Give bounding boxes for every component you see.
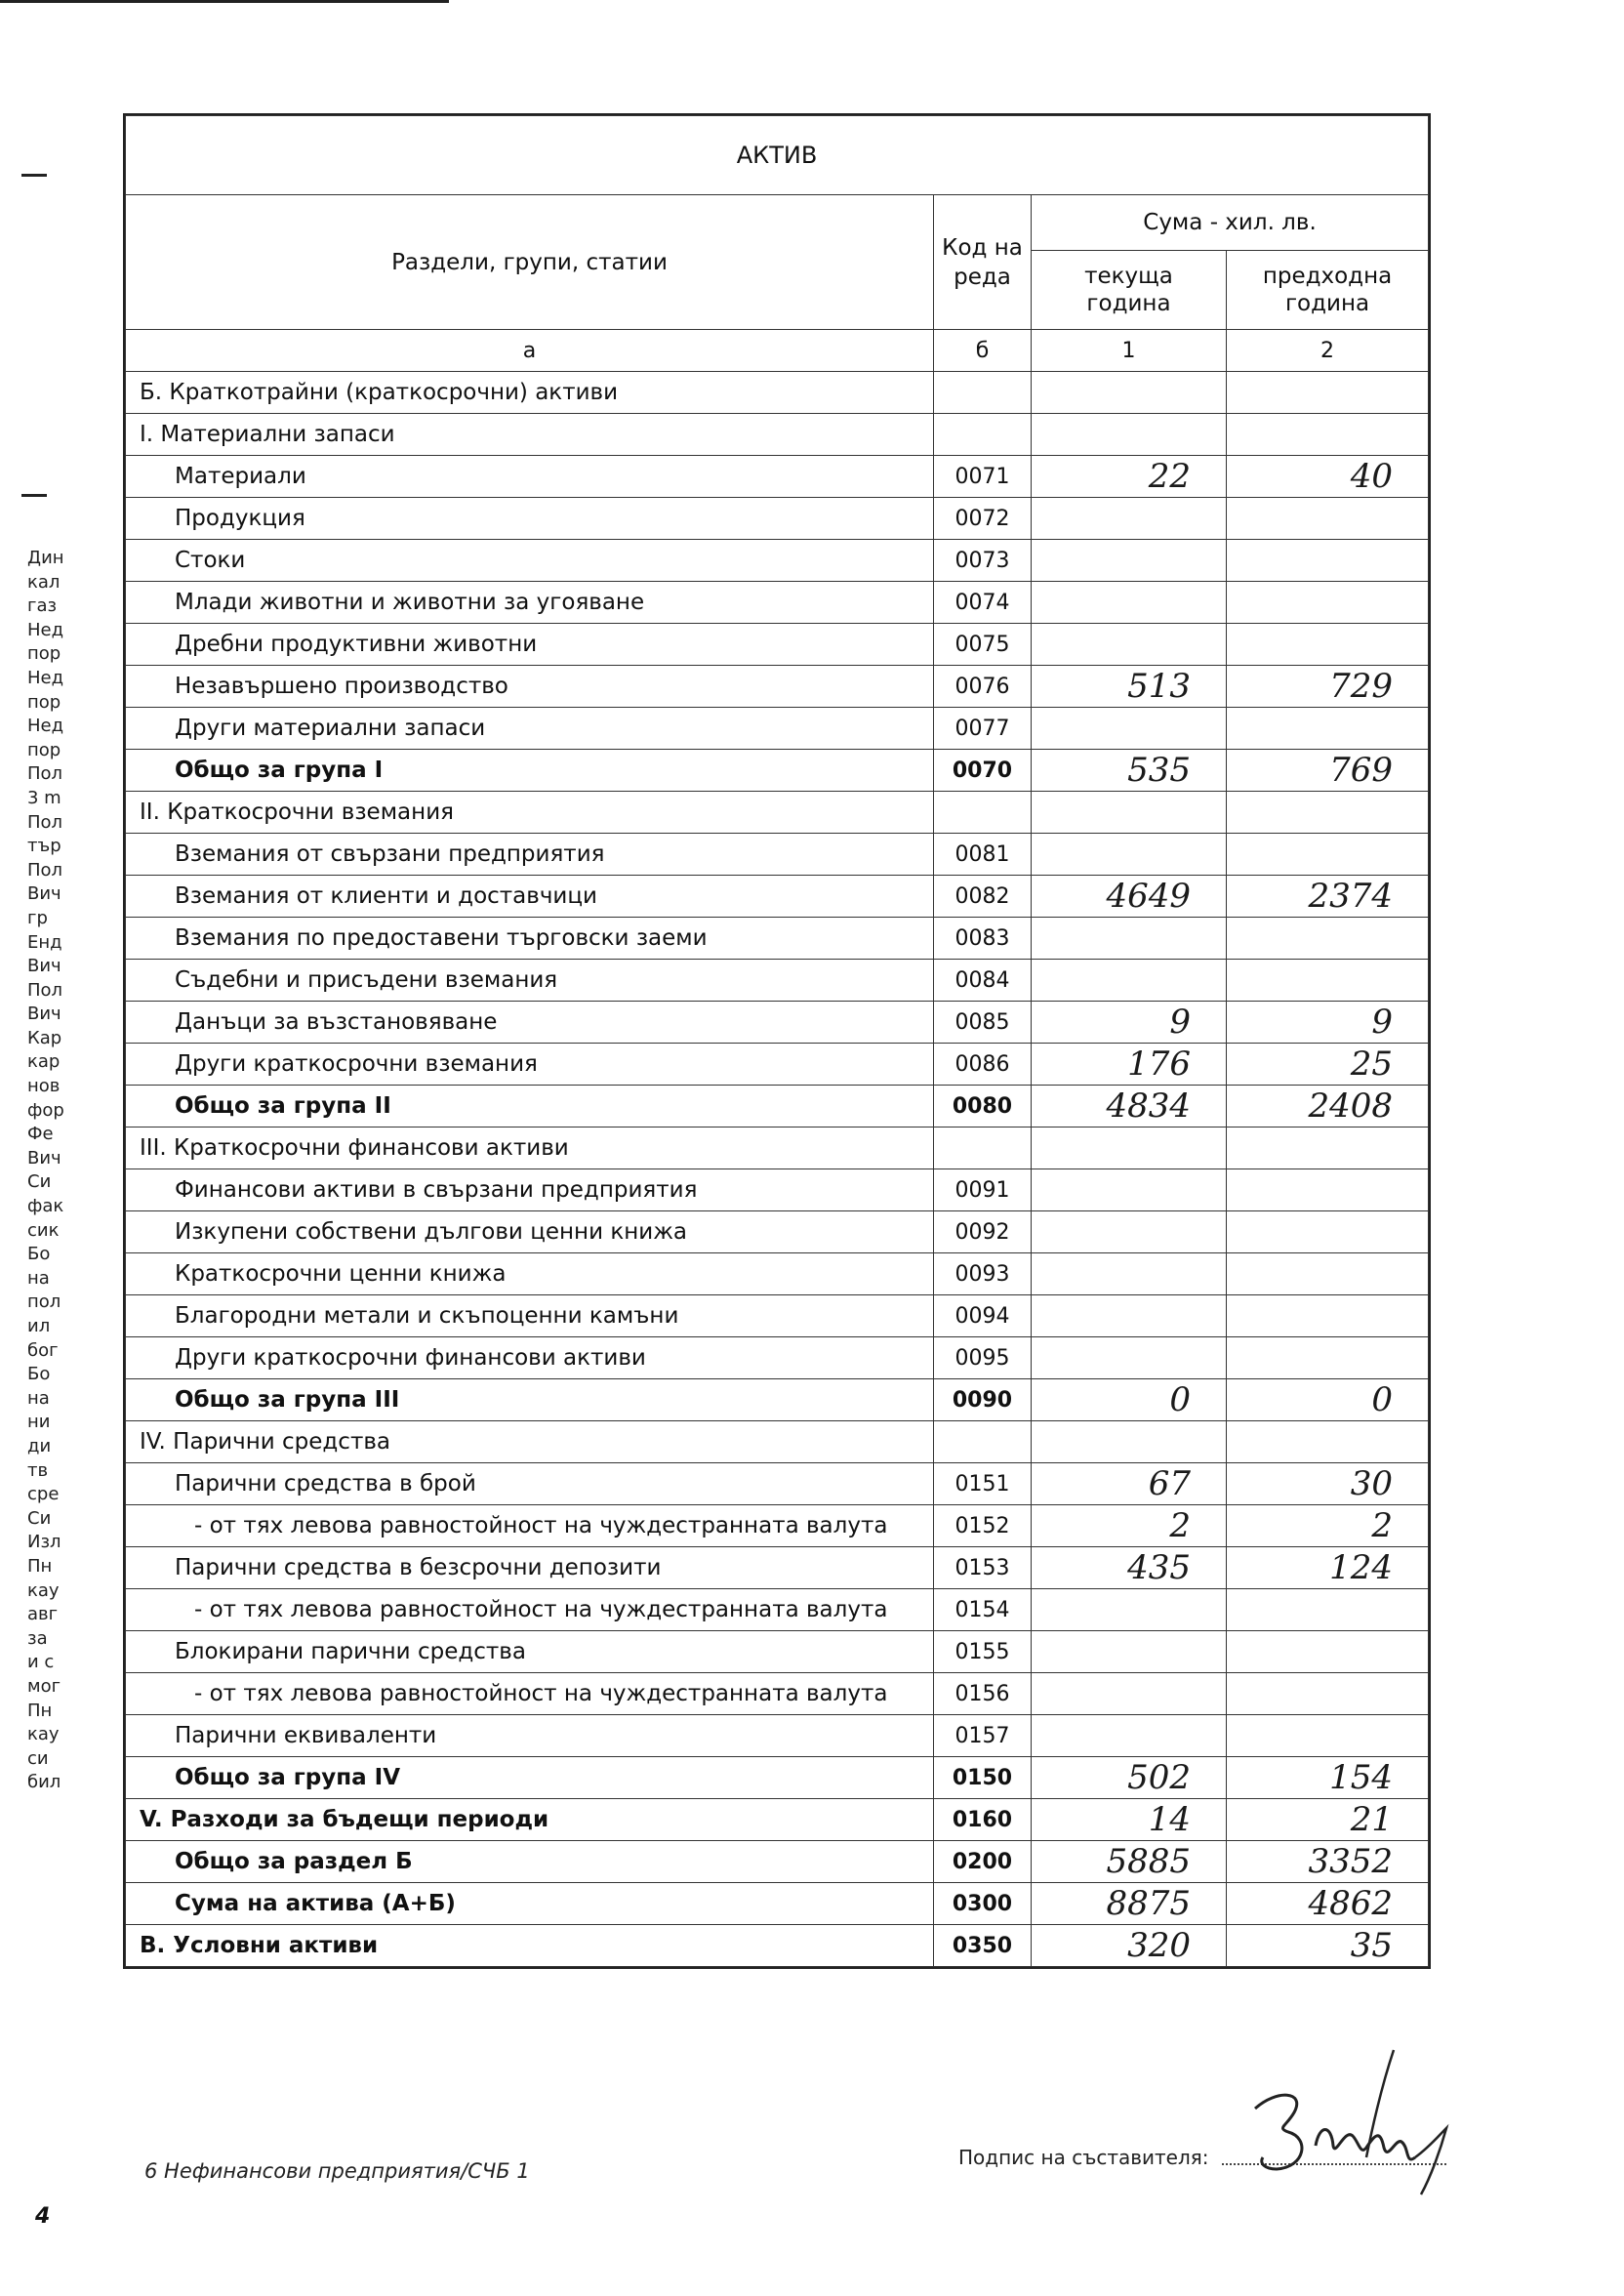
table-row [126, 834, 1429, 876]
margin-fragment: кал [27, 571, 61, 593]
table-row [126, 1757, 1429, 1799]
table-row [126, 582, 1429, 624]
table-row [126, 1379, 1429, 1421]
margin-fragment: Пол [27, 811, 63, 833]
row-label: Краткосрочни ценни книжа [126, 1253, 934, 1295]
form-title: АКТИВ [126, 116, 1429, 195]
margin-fragment: кау [27, 1724, 60, 1745]
table-row [126, 1044, 1429, 1086]
signature-label: Подпис на съставителя: [958, 2146, 1209, 2169]
header-sum: Сума - хил. лв. [1032, 195, 1429, 251]
table-row [126, 1589, 1429, 1631]
row-current-year [1032, 1253, 1227, 1295]
row-current-year: 176 [1032, 1044, 1227, 1086]
margin-fragment: Пол [27, 859, 63, 881]
asset-table [125, 115, 1429, 1967]
row-code: 0350 [934, 1925, 1032, 1967]
table-row [126, 1505, 1429, 1547]
row-previous-year: 2 [1227, 1505, 1429, 1547]
row-code: 0092 [934, 1211, 1032, 1253]
row-previous-year [1227, 1128, 1429, 1169]
row-previous-year [1227, 960, 1429, 1002]
row-label: Изкупени собствени дългови ценни книжа [126, 1211, 934, 1253]
row-code: 0073 [934, 540, 1032, 582]
table-row [126, 1799, 1429, 1841]
row-current-year [1032, 540, 1227, 582]
table-row [126, 1883, 1429, 1925]
row-code: 0091 [934, 1169, 1032, 1211]
row-code: 0153 [934, 1547, 1032, 1589]
row-label: Блокирани парични средства [126, 1631, 934, 1673]
row-label: Вземания от клиенти и доставчици [126, 876, 934, 918]
row-label: Незавършено производство [126, 666, 934, 708]
row-label: IV. Парични средства [126, 1421, 934, 1463]
margin-fragment: Пол [27, 763, 63, 785]
margin-fragment: Енд [27, 931, 62, 953]
row-current-year [1032, 960, 1227, 1002]
margin-fragment: Пн [27, 1555, 53, 1577]
row-previous-year: 3352 [1227, 1841, 1429, 1883]
margin-fragment: Нед [27, 667, 64, 688]
row-code: 0083 [934, 918, 1032, 960]
row-code [934, 1421, 1032, 1463]
letter-1: 1 [1032, 330, 1227, 372]
margin-fragment: пор [27, 643, 61, 665]
row-previous-year: 30 [1227, 1463, 1429, 1505]
row-code: 0077 [934, 708, 1032, 750]
margin-fragment: гр [27, 907, 48, 928]
row-current-year: 502 [1032, 1757, 1227, 1799]
margin-fragment: Си [27, 1171, 52, 1193]
row-code: 0154 [934, 1589, 1032, 1631]
row-previous-year [1227, 834, 1429, 876]
margin-fragment: кау [27, 1579, 60, 1601]
margin-fragment: Пн [27, 1700, 53, 1721]
margin-dash [21, 494, 47, 497]
row-current-year: 4649 [1032, 876, 1227, 918]
row-code: 0300 [934, 1883, 1032, 1925]
table-row [126, 1673, 1429, 1715]
table-row [126, 1547, 1429, 1589]
row-label: В. Условни активи [126, 1925, 934, 1967]
row-previous-year: 40 [1227, 456, 1429, 498]
margin-fragment: Вич [27, 1004, 61, 1025]
row-code: 0074 [934, 582, 1032, 624]
handwritten-signature [1238, 2030, 1462, 2196]
row-code [934, 792, 1032, 834]
row-previous-year: 729 [1227, 666, 1429, 708]
margin-fragment: и с [27, 1652, 55, 1673]
row-code: 0150 [934, 1757, 1032, 1799]
row-label: Парични средства в безсрочни депозити [126, 1547, 934, 1589]
margin-fragment: пор [27, 739, 61, 760]
row-current-year [1032, 918, 1227, 960]
row-label: III. Краткосрочни финансови активи [126, 1128, 934, 1169]
table-row [126, 960, 1429, 1002]
row-previous-year [1227, 540, 1429, 582]
row-label: - от тях левова равностойност на чуждестранната валута [126, 1505, 934, 1547]
table-row [126, 1211, 1429, 1253]
margin-fragment: тв [27, 1459, 49, 1481]
row-current-year: 9 [1032, 1002, 1227, 1044]
row-label: Други краткосрочни финансови активи [126, 1337, 934, 1379]
row-label: V. Разходи за бъдещи периоди [126, 1799, 934, 1841]
table-row [126, 1463, 1429, 1505]
margin-fragment: Нед [27, 716, 64, 737]
margin-fragment: ни [27, 1412, 51, 1433]
row-previous-year: 769 [1227, 750, 1429, 792]
row-previous-year [1227, 1211, 1429, 1253]
letter-a: а [126, 330, 934, 372]
row-current-year [1032, 1631, 1227, 1673]
row-code: 0081 [934, 834, 1032, 876]
table-row [126, 456, 1429, 498]
row-label: II. Краткосрочни вземания [126, 792, 934, 834]
row-current-year: 0 [1032, 1379, 1227, 1421]
row-code: 0071 [934, 456, 1032, 498]
row-current-year: 2 [1032, 1505, 1227, 1547]
row-previous-year: 0 [1227, 1379, 1429, 1421]
row-current-year: 4834 [1032, 1086, 1227, 1128]
row-label: Продукция [126, 498, 934, 540]
table-row [126, 1631, 1429, 1673]
row-current-year [1032, 372, 1227, 414]
page-number: 4 [35, 2204, 51, 2229]
left-margin-fragments [27, 547, 66, 1795]
row-previous-year [1227, 1169, 1429, 1211]
row-label: I. Материални запаси [126, 414, 934, 456]
margin-fragment: Изл [27, 1532, 61, 1553]
row-previous-year [1227, 372, 1429, 414]
row-label: Общо за група II [126, 1086, 934, 1128]
table-row [126, 1295, 1429, 1337]
row-current-year [1032, 1589, 1227, 1631]
margin-fragment: сре [27, 1484, 60, 1505]
table-row [126, 1421, 1429, 1463]
table-row [126, 1086, 1429, 1128]
row-label: Вземания от свързани предприятия [126, 834, 934, 876]
margin-fragment: пор [27, 691, 61, 713]
margin-fragment: на [27, 1387, 50, 1409]
row-current-year [1032, 414, 1227, 456]
row-code: 0095 [934, 1337, 1032, 1379]
row-label: Парични средства в брой [126, 1463, 934, 1505]
header-previous-year: предходна година [1227, 251, 1429, 330]
margin-dash [21, 174, 47, 177]
table-row [126, 792, 1429, 834]
row-code: 0070 [934, 750, 1032, 792]
row-code: 0200 [934, 1841, 1032, 1883]
row-code: 0090 [934, 1379, 1032, 1421]
row-label: Финансови активи в свързани предприятия [126, 1169, 934, 1211]
row-previous-year [1227, 1295, 1429, 1337]
margin-fragment: Вич [27, 1147, 61, 1168]
margin-fragment: Бо [27, 1364, 51, 1385]
row-code [934, 1128, 1032, 1169]
row-code: 0094 [934, 1295, 1032, 1337]
row-label: Млади животни и животни за угояване [126, 582, 934, 624]
row-current-year: 8875 [1032, 1883, 1227, 1925]
row-label: Други краткосрочни вземания [126, 1044, 934, 1086]
form-footer-text: 6 Нефинансови предприятия/СЧБ 1 [144, 2159, 530, 2183]
row-current-year [1032, 1295, 1227, 1337]
margin-fragment: за [27, 1627, 48, 1649]
row-code [934, 372, 1032, 414]
row-previous-year [1227, 498, 1429, 540]
asset-form [123, 113, 1431, 1969]
row-current-year [1032, 1211, 1227, 1253]
row-label: Материали [126, 456, 934, 498]
margin-fragment: авг [27, 1604, 59, 1625]
row-label: Вземания по предоставени търговски заеми [126, 918, 934, 960]
row-previous-year: 4862 [1227, 1883, 1429, 1925]
margin-fragment: ил [27, 1316, 51, 1336]
table-row [126, 1715, 1429, 1757]
row-label: Благородни метали и скъпоценни камъни [126, 1295, 934, 1337]
table-row [126, 1002, 1429, 1044]
row-current-year [1032, 1169, 1227, 1211]
table-row [126, 1128, 1429, 1169]
row-current-year: 320 [1032, 1925, 1227, 1967]
row-code: 0152 [934, 1505, 1032, 1547]
row-current-year [1032, 1715, 1227, 1757]
row-previous-year: 25 [1227, 1044, 1429, 1086]
row-code: 0080 [934, 1086, 1032, 1128]
row-label: - от тях левова равностойност на чуждестранната валута [126, 1673, 934, 1715]
row-previous-year [1227, 918, 1429, 960]
margin-fragment: си [27, 1747, 49, 1769]
margin-fragment: тър [27, 836, 61, 857]
row-current-year: 22 [1032, 456, 1227, 498]
margin-fragment: Вич [27, 883, 61, 905]
table-row [126, 708, 1429, 750]
margin-fragment: 3 m [27, 787, 61, 808]
row-code: 0156 [934, 1673, 1032, 1715]
table-row [126, 666, 1429, 708]
margin-fragment: Пол [27, 979, 63, 1001]
table-row [126, 876, 1429, 918]
table-row [126, 1337, 1429, 1379]
row-previous-year: 154 [1227, 1757, 1429, 1799]
row-current-year [1032, 498, 1227, 540]
header-code: Код на реда [934, 195, 1032, 330]
row-current-year: 67 [1032, 1463, 1227, 1505]
margin-fragment: фак [27, 1196, 64, 1217]
row-current-year: 513 [1032, 666, 1227, 708]
table-row [126, 1253, 1429, 1295]
row-label: Общо за група IV [126, 1757, 934, 1799]
margin-fragment: Вич [27, 956, 61, 977]
row-previous-year [1227, 582, 1429, 624]
row-previous-year [1227, 1421, 1429, 1463]
row-previous-year [1227, 414, 1429, 456]
margin-fragment: Си [27, 1507, 52, 1529]
row-label: Сума на актива (А+Б) [126, 1883, 934, 1925]
row-previous-year: 124 [1227, 1547, 1429, 1589]
row-current-year: 5885 [1032, 1841, 1227, 1883]
margin-fragment: фор [27, 1099, 64, 1121]
margin-fragment: Кар [27, 1027, 62, 1048]
top-edge-line [0, 0, 449, 3]
table-row [126, 1925, 1429, 1967]
header-current-year: текуща година [1032, 251, 1227, 330]
row-label: Дребни продуктивни животни [126, 624, 934, 666]
table-row [126, 372, 1429, 414]
row-label: Други материални запаси [126, 708, 934, 750]
row-current-year [1032, 708, 1227, 750]
margin-fragment: сик [27, 1219, 60, 1241]
margin-fragment: Фе [27, 1124, 54, 1145]
margin-fragment: бог [27, 1339, 59, 1361]
row-previous-year [1227, 624, 1429, 666]
row-code [934, 414, 1032, 456]
row-previous-year [1227, 792, 1429, 834]
row-previous-year: 2408 [1227, 1086, 1429, 1128]
margin-fragment: ди [27, 1435, 52, 1456]
row-code: 0155 [934, 1631, 1032, 1673]
row-current-year: 435 [1032, 1547, 1227, 1589]
row-label: Стоки [126, 540, 934, 582]
table-row [126, 1169, 1429, 1211]
row-current-year [1032, 792, 1227, 834]
row-code: 0072 [934, 498, 1032, 540]
row-code: 0151 [934, 1463, 1032, 1505]
margin-fragment: пол [27, 1292, 61, 1313]
row-label: - от тях левова равностойност на чуждестранната валута [126, 1589, 934, 1631]
row-previous-year [1227, 1337, 1429, 1379]
margin-fragment: Дин [27, 548, 64, 568]
row-code: 0160 [934, 1799, 1032, 1841]
row-code: 0084 [934, 960, 1032, 1002]
row-code: 0076 [934, 666, 1032, 708]
letter-2: 2 [1227, 330, 1429, 372]
row-label: Общо за група I [126, 750, 934, 792]
table-row [126, 624, 1429, 666]
margin-fragment: Бо [27, 1244, 51, 1265]
letter-b: б [934, 330, 1032, 372]
row-current-year [1032, 1337, 1227, 1379]
row-previous-year: 2374 [1227, 876, 1429, 918]
table-row [126, 498, 1429, 540]
margin-fragment: бил [27, 1772, 61, 1793]
row-current-year [1032, 1421, 1227, 1463]
table-row [126, 414, 1429, 456]
table-row [126, 1841, 1429, 1883]
margin-fragment: мог [27, 1675, 61, 1697]
row-current-year [1032, 834, 1227, 876]
row-label: Парични еквиваленти [126, 1715, 934, 1757]
margin-fragment: нов [27, 1076, 61, 1097]
row-previous-year: 21 [1227, 1799, 1429, 1841]
row-current-year [1032, 624, 1227, 666]
row-current-year [1032, 582, 1227, 624]
row-previous-year [1227, 708, 1429, 750]
row-label: Б. Краткотрайни (краткосрочни) активи [126, 372, 934, 414]
row-current-year [1032, 1673, 1227, 1715]
row-label: Данъци за възстановяване [126, 1002, 934, 1044]
table-row [126, 918, 1429, 960]
row-label: Общо за раздел Б [126, 1841, 934, 1883]
table-row [126, 540, 1429, 582]
margin-fragment: на [27, 1267, 50, 1289]
row-code: 0082 [934, 876, 1032, 918]
row-code: 0085 [934, 1002, 1032, 1044]
table-row [126, 750, 1429, 792]
row-code: 0093 [934, 1253, 1032, 1295]
row-code: 0075 [934, 624, 1032, 666]
row-label: Общо за група III [126, 1379, 934, 1421]
row-previous-year: 9 [1227, 1002, 1429, 1044]
row-current-year: 14 [1032, 1799, 1227, 1841]
margin-fragment: кар [27, 1051, 61, 1073]
row-previous-year [1227, 1253, 1429, 1295]
row-previous-year [1227, 1631, 1429, 1673]
row-previous-year [1227, 1673, 1429, 1715]
row-previous-year [1227, 1589, 1429, 1631]
row-previous-year: 35 [1227, 1925, 1429, 1967]
row-current-year: 535 [1032, 750, 1227, 792]
row-label: Съдебни и присъдени вземания [126, 960, 934, 1002]
row-current-year [1032, 1128, 1227, 1169]
row-previous-year [1227, 1715, 1429, 1757]
row-code: 0157 [934, 1715, 1032, 1757]
row-code: 0086 [934, 1044, 1032, 1086]
header-description: Раздели, групи, статии [126, 195, 934, 330]
margin-fragment: Нед [27, 619, 64, 640]
margin-fragment: газ [27, 595, 58, 617]
